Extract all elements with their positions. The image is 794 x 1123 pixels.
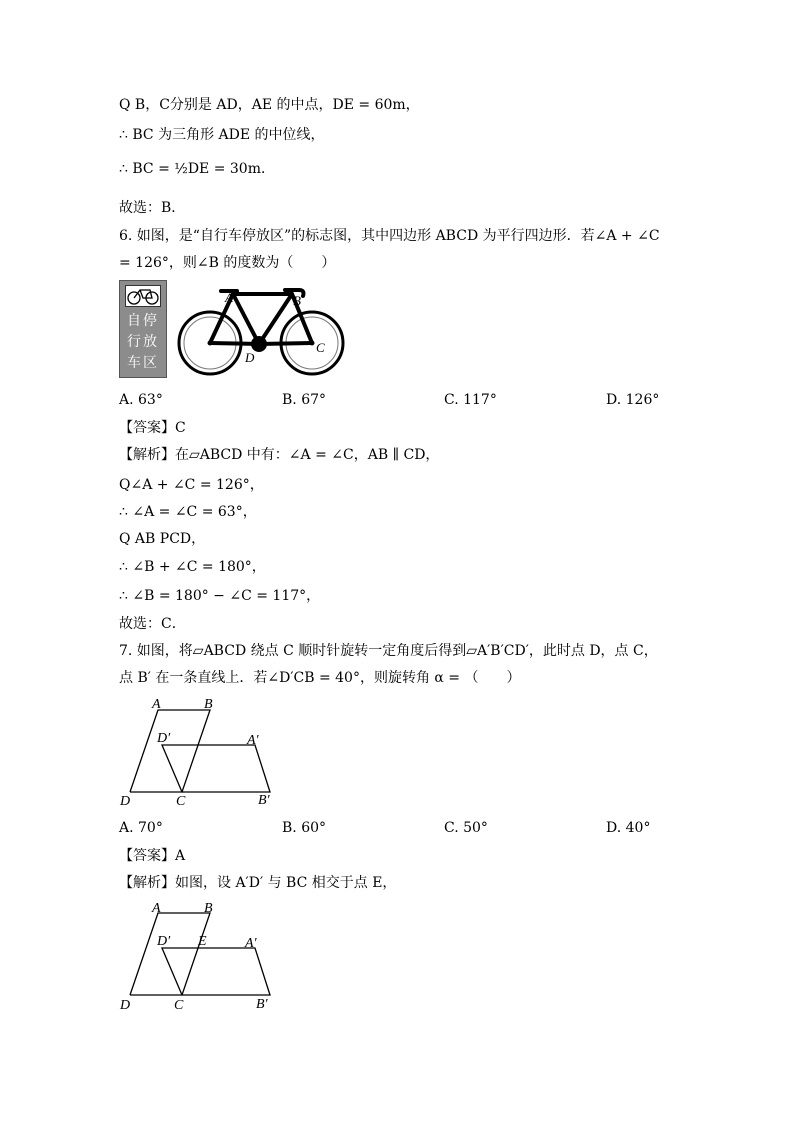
sign-text-line-3: 车区 <box>127 355 159 371</box>
fig7-label-d: D <box>120 794 131 809</box>
text-line-1: Q B，C分别是 AD，AE 的中点，DE = 60m， <box>119 97 420 113</box>
q7-analysis-1: 【解析】如图，设 A′D′ 与 BC 相交于点 E， <box>119 875 397 891</box>
fig7-label-ap: A′ <box>247 733 259 748</box>
q6-analysis-5: ∴ ∠B + ∠C = 180°， <box>119 559 266 575</box>
fig8-label-bp: B′ <box>256 997 268 1012</box>
q6-option-a: A. 63° <box>119 392 163 408</box>
parking-sign <box>119 280 167 378</box>
fig8-label-c: C <box>174 998 184 1013</box>
question-6-stem-cont: = 126°，则∠B 的度数为（ ） <box>119 255 336 271</box>
q7-option-a: A. 70° <box>119 820 163 836</box>
fig8-label-e: E <box>198 934 207 949</box>
fig7-label-c: C <box>176 794 186 809</box>
figure-q7 <box>115 694 280 809</box>
q6-analysis-7: 故选：C． <box>119 616 186 632</box>
question-7-stem: 7. 如图，将▱ABCD 绕点 C 顺时针旋转一定角度后得到▱A′B′CD′，此时点 D，点 C， <box>119 643 658 659</box>
q6-option-c: C. 117° <box>444 392 497 408</box>
bicycle-figure <box>175 280 350 380</box>
question-6-stem: 6. 如图，是“自行车停放区”的标志图，其中四边形 ABCD 为平行四边形．若∠A + ∠C <box>119 228 660 244</box>
q7-answer: 【答案】A <box>119 848 186 864</box>
q7-option-d: D. 40° <box>606 820 651 836</box>
fig7-label-bp: B′ <box>258 793 270 808</box>
q6-analysis-1: 【解析】在▱ABCD 中有：∠A = ∠C，AB ∥ CD， <box>119 447 440 463</box>
fig7-label-a: A <box>152 697 161 712</box>
text-line-4: 故选：B． <box>119 200 186 216</box>
q6-analysis-3: ∴ ∠A = ∠C = 63°， <box>119 504 257 520</box>
sign-text-line-1: 自停 <box>127 313 159 329</box>
fig8-label-d: D <box>120 998 131 1013</box>
q6-option-d: D. 126° <box>606 392 660 408</box>
q7-option-b: B. 60° <box>282 820 327 836</box>
bike-label-a: A <box>225 290 233 305</box>
question-7-stem-cont: 点 B′ 在一条直线上．若∠D′CB = 40°，则旋转角 α = （ ） <box>119 670 521 686</box>
text-line-2: ∴ BC 为三角形 ADE 的中位线， <box>119 127 325 143</box>
bike-label-b: B <box>293 293 301 308</box>
sign-text <box>123 311 163 374</box>
text-line-3: ∴ BC = ½DE = 30m． <box>119 161 275 177</box>
fig7-label-dp: D′ <box>157 731 171 746</box>
bike-label-c: C <box>316 340 325 355</box>
fig8-label-a: A <box>152 901 161 916</box>
fig8-label-b: B <box>204 901 213 916</box>
q7-option-c: C. 50° <box>444 820 488 836</box>
fig7-label-b: B <box>204 697 213 712</box>
fig8-label-dp: D′ <box>157 934 171 949</box>
bike-label-d: D <box>245 350 255 365</box>
q6-analysis-4: Q AB PCD， <box>119 531 206 547</box>
q6-option-b: B. 67° <box>282 392 327 408</box>
figure-q7-analysis-lines <box>130 913 270 995</box>
sign-text-line-2: 行放 <box>127 334 159 350</box>
figure-q7-lines <box>130 710 270 792</box>
bicycle-icon <box>125 285 161 307</box>
q6-analysis-6: ∴ ∠B = 180° − ∠C = 117°， <box>119 588 321 604</box>
q6-analysis-2: Q∠A + ∠C = 126°， <box>119 477 264 493</box>
q6-answer: 【答案】C <box>119 420 186 436</box>
figure-q7-analysis <box>115 898 280 1013</box>
fig8-label-ap: A′ <box>245 936 257 951</box>
